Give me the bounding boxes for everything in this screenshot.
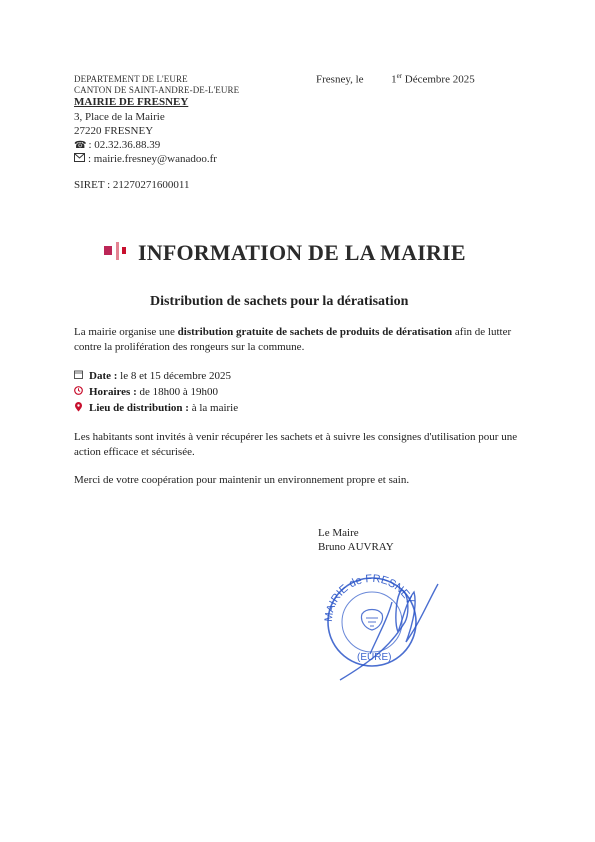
subtitle: Distribution de sachets pour la dératisation (150, 294, 409, 309)
svg-text:MAIRIE de FRESNEY (323, 573, 417, 623)
intro-part2: afin de lutter contre la prolifération des rongeurs sur la commune. (74, 326, 512, 353)
detail-date-label: Date : (89, 370, 118, 382)
official-stamp (310, 562, 450, 682)
detail-hours (74, 384, 238, 400)
canton-line: CANTON DE SAINT-ANDRE-DE-L'EURE (74, 85, 240, 95)
date-place: Fresney, le (316, 73, 364, 86)
intro-bold: distribution gratuite de sachets de produits de dératisation (177, 326, 453, 338)
signature-name: Bruno AUVRAY (318, 541, 394, 553)
date-day: 1 (391, 73, 397, 86)
pin-icon (74, 402, 83, 415)
date-day-suffix: er (396, 72, 403, 80)
paragraph-thanks: Merci de votre coopération pour maintenir un environnement propre et sain. (74, 474, 410, 486)
date-line (316, 72, 475, 86)
date-month-year: Décembre 2025 (404, 73, 475, 86)
detail-date-value: le 8 et 15 décembre 2025 (117, 370, 232, 382)
stamp-text-bottom: (EURE) (357, 652, 392, 663)
clock-icon (74, 386, 83, 398)
title-block (104, 240, 466, 266)
detail-hours-value: de 18h00 à 19h00 (136, 386, 219, 398)
detail-hours-label: Horaires : (89, 386, 137, 398)
detail-location (74, 400, 238, 416)
siret-line: SIRET : 21270271600011 (74, 179, 190, 191)
email-line (74, 153, 217, 165)
envelope-icon (74, 153, 85, 165)
calendar-icon (74, 370, 83, 382)
email-address: : mairie.fresney@wanadoo.fr (88, 153, 217, 165)
intro-part1: La mairie organise une (74, 326, 178, 338)
detail-date (74, 368, 238, 384)
intro-paragraph (74, 325, 524, 355)
marianne-logo-icon (104, 242, 128, 265)
phone-number: : 02.32.36.88.39 (88, 139, 161, 151)
phone-icon: ☎ (74, 139, 87, 151)
department-line: DEPARTEMENT DE L'EURE (74, 74, 188, 84)
address-line2: 27220 FRESNEY (74, 125, 154, 137)
address-line1: 3, Place de la Mairie (74, 111, 165, 123)
detail-location-label: Lieu de distribution : (89, 402, 189, 414)
details-list (74, 368, 238, 416)
page-title: INFORMATION DE LA MAIRIE (138, 240, 466, 265)
mairie-name: MAIRIE DE FRESNEY (74, 96, 189, 108)
signature-role: Le Maire (318, 527, 359, 539)
stamp-text-top: MAIRIE de FRESNEY (322, 572, 417, 623)
phone-line (74, 139, 160, 151)
detail-location-value: à la mairie (188, 402, 239, 414)
paragraph-instructions: Les habitants sont invités à venir récupérer les sachets et à suivre les consignes d'utilisation pour une action efficace et sécurisée. (74, 431, 518, 458)
